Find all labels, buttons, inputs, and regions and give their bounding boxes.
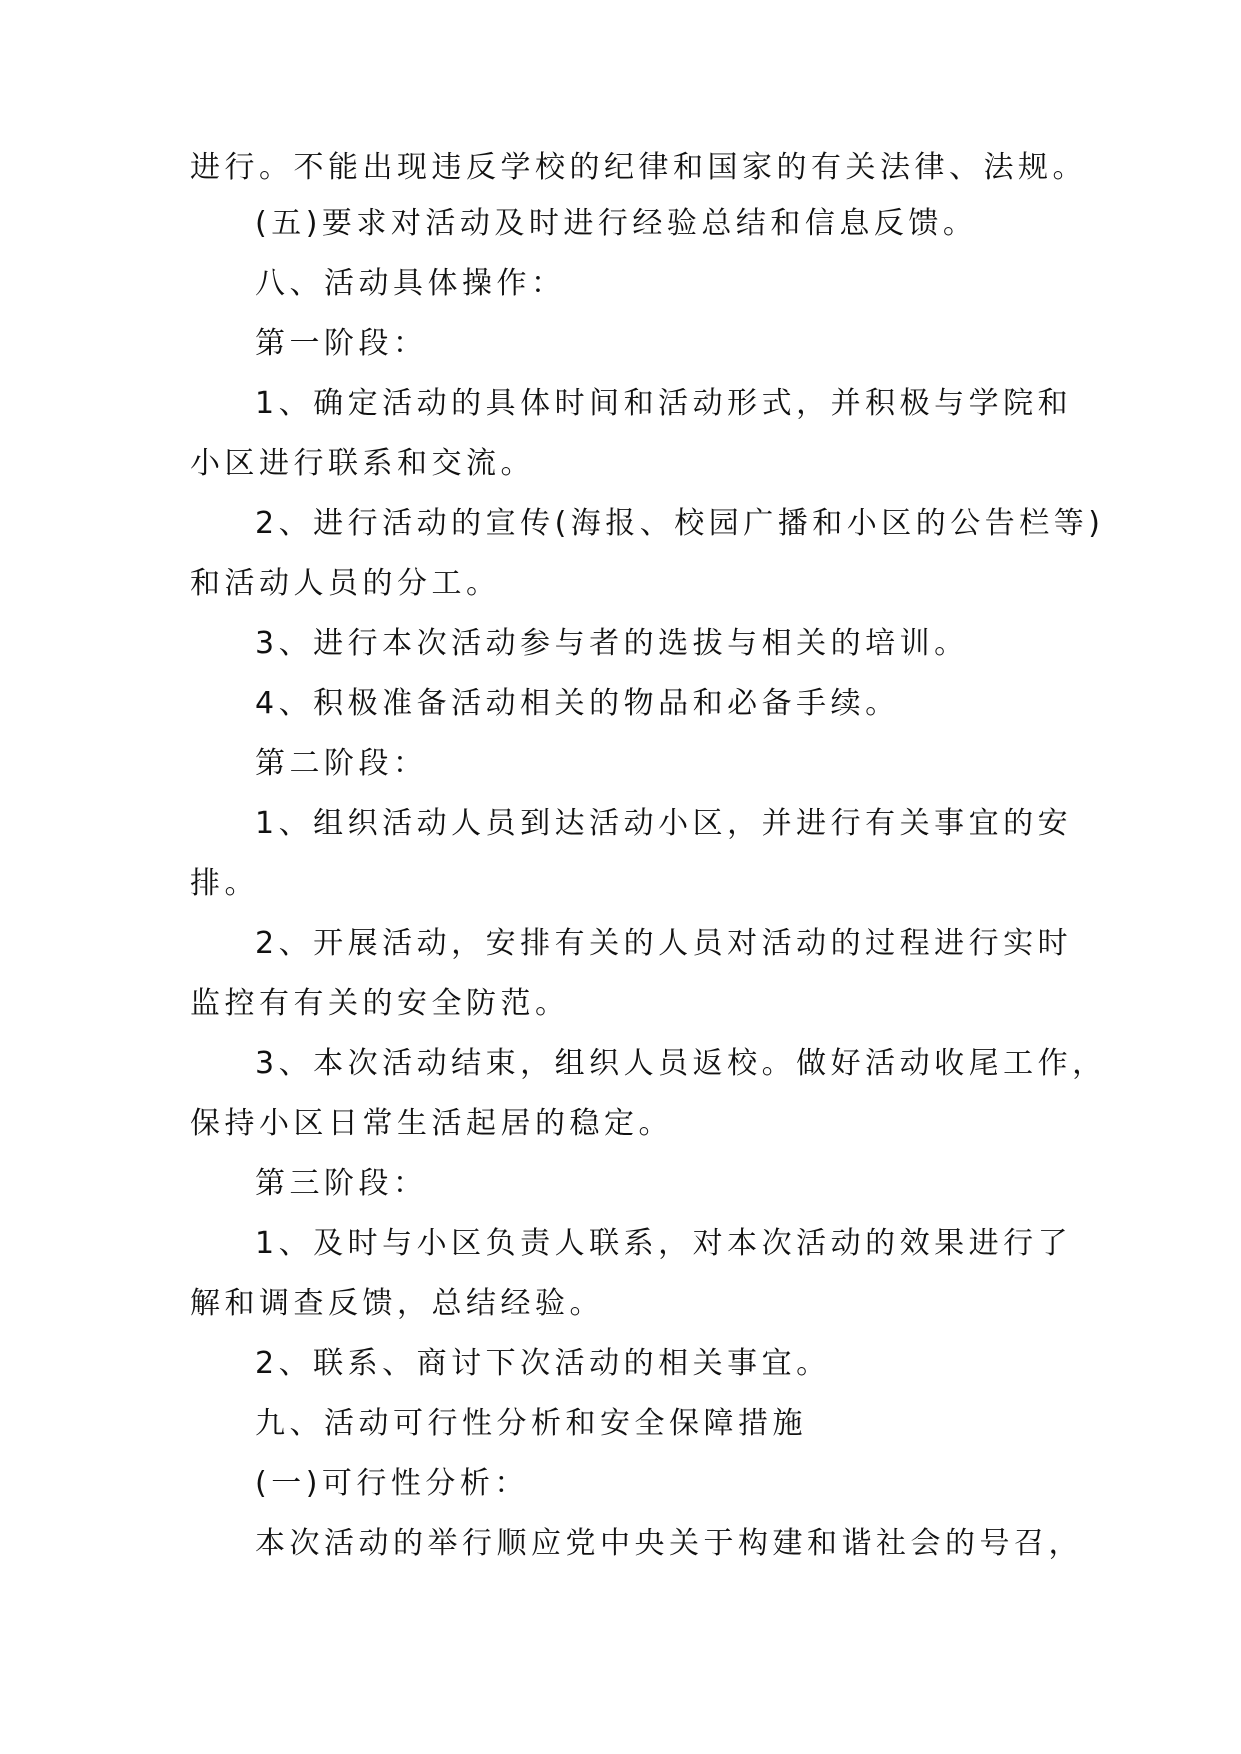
text-line: 第一阶段：: [255, 326, 428, 361]
text-line: 排。: [190, 866, 259, 901]
text-line: 第二阶段：: [255, 746, 428, 781]
text-line: 3、进行本次活动参与者的选拔与相关的培训。: [255, 626, 969, 661]
text-line: 监控有有关的安全防范。: [190, 986, 570, 1021]
text-line: 1、组织活动人员到达活动小区，并进行有关事宜的安: [255, 806, 1073, 841]
text-line: (一)可行性分析：: [255, 1466, 529, 1501]
text-line: 1、确定活动的具体时间和活动形式，并积极与学院和: [255, 386, 1073, 421]
text-line: 小区进行联系和交流。: [190, 446, 535, 481]
text-line: 保持小区日常生活起居的稳定。: [190, 1106, 673, 1141]
text-line: 八、活动具体操作：: [255, 266, 566, 301]
text-line: 九、活动可行性分析和安全保障措施: [255, 1406, 807, 1441]
text-line: 3、本次活动结束，组织人员返校。做好活动收尾工作，: [255, 1046, 1107, 1081]
text-line: 2、联系、商讨下次活动的相关事宜。: [255, 1346, 831, 1381]
text-line: 1、及时与小区负责人联系，对本次活动的效果进行了: [255, 1226, 1073, 1261]
text-line: (五)要求对活动及时进行经验总结和信息反馈。: [255, 206, 978, 241]
text-line: 进行。不能出现违反学校的纪律和国家的有关法律、法规。: [190, 150, 1087, 185]
text-line: 2、进行活动的宣传(海报、校园广播和小区的公告栏等): [255, 506, 1105, 541]
text-line: 本次活动的举行顺应党中央关于构建和谐社会的号召，: [255, 1526, 1083, 1561]
text-line: 2、开展活动，安排有关的人员对活动的过程进行实时: [255, 926, 1073, 961]
text-line: 4、积极准备活动相关的物品和必备手续。: [255, 686, 900, 721]
text-line: 和活动人员的分工。: [190, 566, 501, 601]
text-line: 第三阶段：: [255, 1166, 428, 1201]
text-line: 解和调查反馈，总结经验。: [190, 1286, 604, 1321]
